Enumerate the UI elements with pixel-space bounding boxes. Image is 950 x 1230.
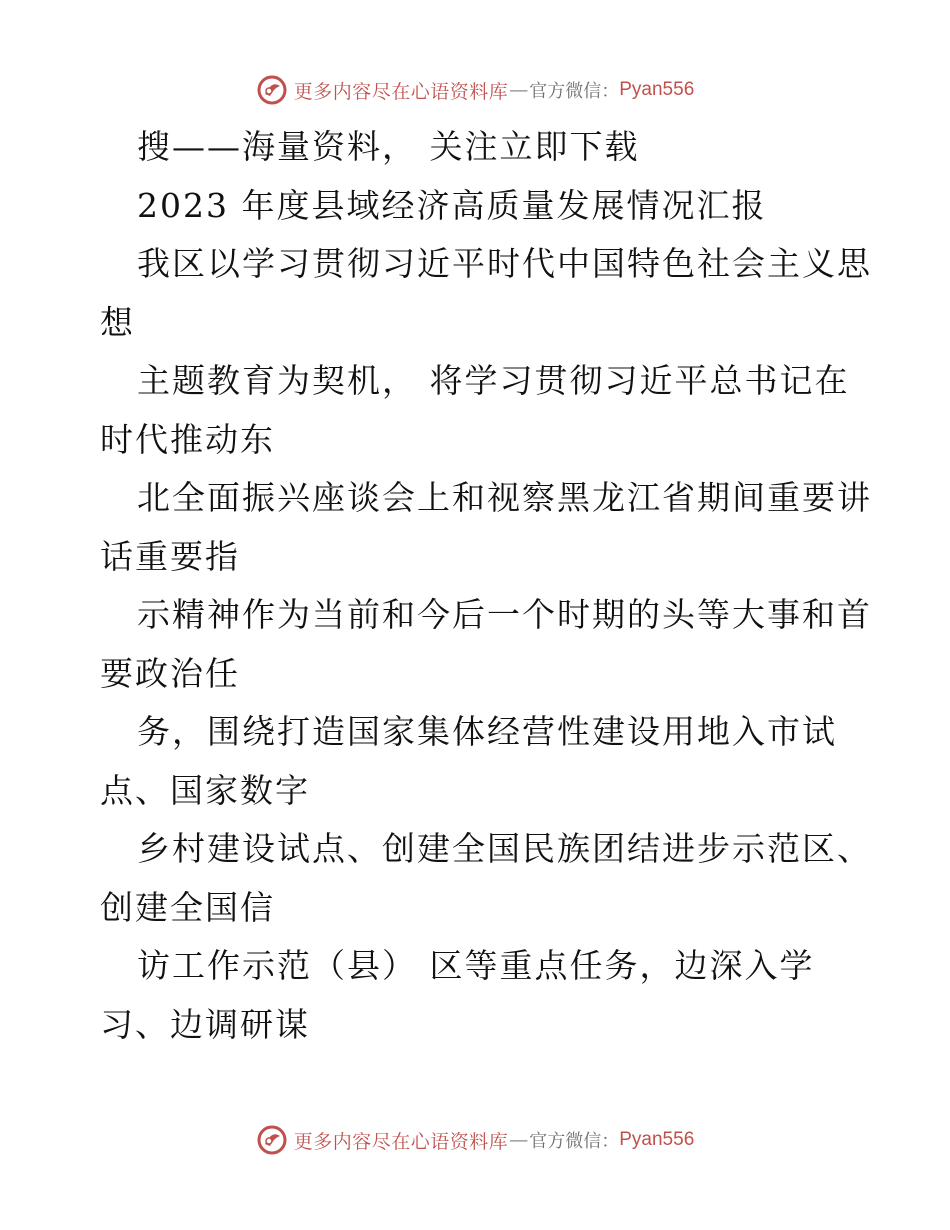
text-line: 北全面振兴座谈会上和视察黑龙江省期间重要讲 (137, 478, 872, 517)
watermark-official-label: 官方微信： (529, 81, 620, 102)
text-line: 务，围绕打造国家集体经营性建设用地入市试 (137, 712, 837, 751)
text-line: 2023 年度县域经济高质量发展情况汇报 (137, 185, 767, 225)
text-line: 乡村建设试点、创建全国民族团结进步示范区、 (137, 829, 872, 868)
text-line: 话重要指 (100, 536, 240, 576)
text-line: 搜——海量资料， 关注立即下载 (137, 127, 640, 166)
watermark-dash: — (509, 79, 529, 101)
text-line: 要政治任 (100, 653, 240, 693)
text-line: 创建全国信 (100, 887, 275, 927)
watermark-brand-text: 更多内容尽在心语资料库 (293, 80, 509, 103)
watermark-brand-text: 更多内容尽在心语资料库 (293, 1130, 509, 1153)
swirl-logo-icon (256, 74, 288, 106)
watermark-wechat-id: Pyan556 (619, 1129, 695, 1150)
text-line: 时代推动东 (100, 419, 275, 459)
watermark-wechat-id: Pyan556 (619, 79, 695, 100)
text-line: 想 (100, 302, 135, 342)
document-body (100, 118, 872, 1054)
header-watermark (0, 70, 950, 110)
watermark-official-label: 官方微信： (529, 1131, 620, 1152)
footer-watermark (0, 1120, 950, 1160)
text-line: 我区以学习贯彻习近平时代中国特色社会主义思 (137, 244, 872, 283)
text-line: 习、边调研谋 (100, 1004, 310, 1044)
text-line: 访工作示范（县） 区等重点任务，边深入学 (137, 946, 815, 985)
text-line: 主题教育为契机， 将学习贯彻习近平总书记在 (137, 361, 850, 400)
text-line: 示精神作为当前和今后一个时期的头等大事和首 (137, 595, 872, 634)
swirl-logo-icon (256, 1124, 288, 1156)
text-line: 点、国家数字 (100, 770, 310, 810)
watermark-dash: — (509, 1129, 529, 1151)
